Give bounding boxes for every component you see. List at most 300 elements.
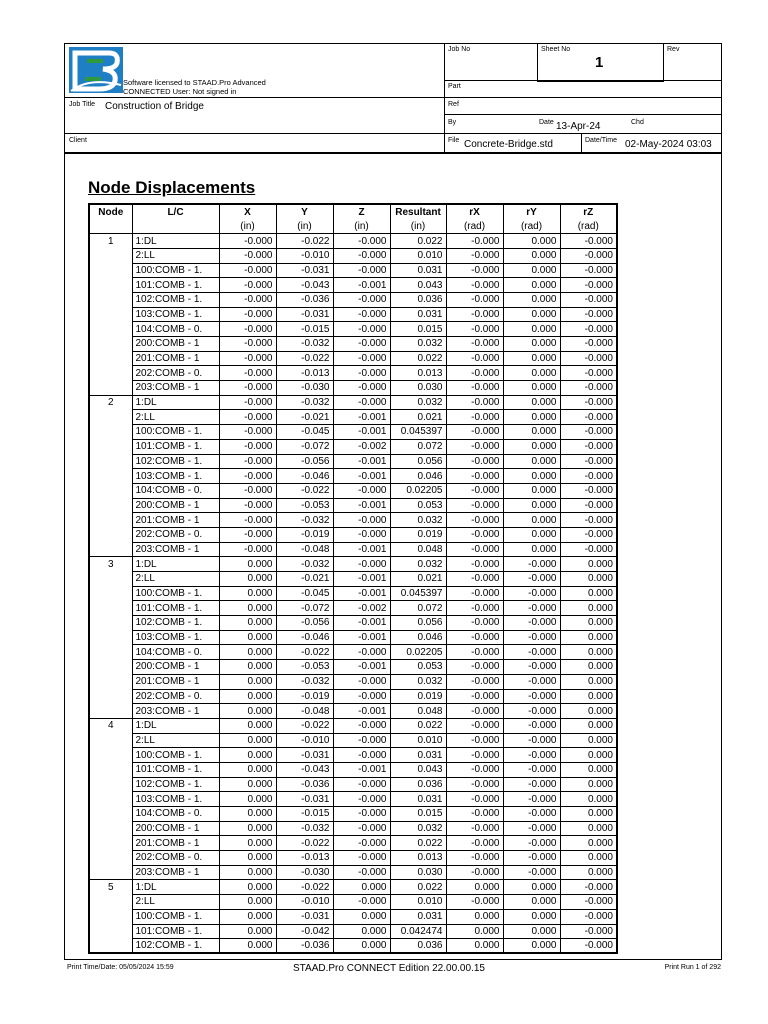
load-case-cell: 103:COMB - 1. [132,469,219,484]
table-row [89,366,617,381]
value-cell: -0.000 [446,616,503,631]
load-case-cell: 102:COMB - 1. [132,454,219,469]
value-cell: -0.000 [503,704,560,719]
value-cell: -0.000 [446,483,503,498]
client-label: Client [69,137,87,144]
value-cell: -0.000 [446,292,503,307]
value-cell: -0.000 [219,322,276,337]
load-case-cell: 101:COMB - 1. [132,278,219,293]
table-row [89,454,617,469]
node-cell [89,454,132,469]
column-header: Resultant [390,204,446,219]
value-cell: 0.036 [390,777,446,792]
value-cell: -0.000 [503,557,560,572]
table-row [89,924,617,939]
section-title: Node Displacements [88,178,256,197]
value-cell: -0.001 [333,425,390,440]
value-cell: -0.000 [333,351,390,366]
load-case-cell: 202:COMB - 0. [132,366,219,381]
value-cell: -0.013 [276,851,333,866]
node-cell [89,630,132,645]
node-cell [89,645,132,660]
value-cell: -0.000 [219,498,276,513]
value-cell: 0.000 [219,689,276,704]
value-cell: 0.022 [390,718,446,733]
value-cell: -0.000 [446,234,503,249]
value-cell: -0.000 [219,410,276,425]
value-cell: 0.000 [219,704,276,719]
value-cell: -0.032 [276,557,333,572]
value-cell: -0.000 [446,792,503,807]
load-case-cell: 101:COMB - 1. [132,601,219,616]
value-cell: -0.000 [446,674,503,689]
value-cell: -0.000 [446,366,503,381]
value-cell: -0.000 [446,807,503,822]
table-row [89,851,617,866]
value-cell: 0.000 [503,410,560,425]
value-cell: 0.072 [390,439,446,454]
value-cell: -0.000 [446,851,503,866]
value-cell: 0.000 [219,660,276,675]
value-cell: 0.053 [390,498,446,513]
value-cell: -0.032 [276,513,333,528]
value-cell: -0.001 [333,410,390,425]
value-cell: 0.000 [560,689,617,704]
column-unit [132,219,219,234]
value-cell: -0.000 [560,410,617,425]
table-row [89,792,617,807]
value-cell: -0.000 [333,322,390,337]
column-header: rZ [560,204,617,219]
date-label: Date [539,119,554,126]
value-cell: -0.000 [560,880,617,895]
value-cell: -0.000 [333,263,390,278]
load-case-cell: 201:COMB - 1 [132,513,219,528]
value-cell: -0.042 [276,924,333,939]
value-cell: -0.000 [503,718,560,733]
value-cell: -0.000 [446,248,503,263]
header-divider [444,44,445,154]
load-case-cell: 102:COMB - 1. [132,939,219,954]
value-cell: 0.072 [390,601,446,616]
value-cell: -0.000 [219,513,276,528]
table-row [89,439,617,454]
value-cell: -0.001 [333,660,390,675]
by-label: By [448,119,457,126]
value-cell: -0.000 [446,410,503,425]
value-cell: 0.000 [503,263,560,278]
table-row [89,322,617,337]
value-cell: 0.000 [503,924,560,939]
value-cell: -0.022 [276,483,333,498]
value-cell: -0.000 [219,292,276,307]
value-cell: -0.000 [503,777,560,792]
load-case-cell: 103:COMB - 1. [132,307,219,322]
value-cell: -0.000 [446,381,503,396]
value-cell: -0.019 [276,527,333,542]
column-unit [89,219,132,234]
value-cell: 0.056 [390,616,446,631]
value-cell: -0.001 [333,616,390,631]
value-cell: -0.032 [276,674,333,689]
value-cell: -0.021 [276,410,333,425]
value-cell: 0.031 [390,748,446,763]
header-divider [663,44,664,80]
load-case-cell: 103:COMB - 1. [132,792,219,807]
value-cell: -0.000 [503,733,560,748]
value-cell: -0.000 [503,689,560,704]
value-cell: -0.000 [219,469,276,484]
value-cell: -0.002 [333,601,390,616]
node-cell [89,263,132,278]
value-cell: 0.031 [390,792,446,807]
node-cell [89,542,132,557]
value-cell: -0.000 [333,234,390,249]
node-cell [89,586,132,601]
value-cell: 0.032 [390,395,446,410]
table-row [89,865,617,880]
value-cell: -0.001 [333,278,390,293]
table-row [89,630,617,645]
table-row [89,527,617,542]
value-cell: -0.000 [333,557,390,572]
load-case-cell: 100:COMB - 1. [132,263,219,278]
load-case-cell: 101:COMB - 1. [132,762,219,777]
value-cell: -0.056 [276,616,333,631]
value-cell: 0.043 [390,278,446,293]
load-case-cell: 1:DL [132,234,219,249]
value-cell: -0.000 [333,733,390,748]
value-cell: -0.000 [446,425,503,440]
load-case-cell: 200:COMB - 1 [132,821,219,836]
value-cell: -0.000 [446,351,503,366]
value-cell: 0.032 [390,513,446,528]
table-body [89,234,617,954]
value-cell: -0.001 [333,586,390,601]
value-cell: 0.030 [390,865,446,880]
load-case-cell: 104:COMB - 0. [132,645,219,660]
value-cell: 0.000 [560,807,617,822]
value-cell: -0.000 [446,513,503,528]
value-cell: -0.000 [560,513,617,528]
column-unit: (in) [219,219,276,234]
value-cell: -0.001 [333,498,390,513]
value-cell: -0.000 [503,762,560,777]
value-cell: -0.000 [560,939,617,954]
table-row [89,337,617,352]
value-cell: -0.000 [503,821,560,836]
value-cell: -0.000 [333,395,390,410]
value-cell: -0.000 [446,322,503,337]
value-cell: 0.000 [219,586,276,601]
value-cell: 0.000 [560,586,617,601]
value-cell: -0.022 [276,718,333,733]
value-cell: 0.031 [390,263,446,278]
value-cell: -0.021 [276,572,333,587]
value-cell: -0.000 [503,645,560,660]
value-cell: 0.010 [390,733,446,748]
node-cell [89,762,132,777]
licence-line-1: Software licensed to STAAD.Pro Advanced [123,78,266,87]
value-cell: -0.036 [276,777,333,792]
value-cell: -0.000 [446,895,503,910]
column-header: rX [446,204,503,219]
table-row [89,645,617,660]
column-header: L/C [132,204,219,219]
value-cell: -0.000 [219,542,276,557]
value-cell: -0.000 [333,865,390,880]
sheet-header [65,44,721,154]
load-case-cell: 101:COMB - 1. [132,924,219,939]
value-cell: -0.000 [560,924,617,939]
load-case-cell: 104:COMB - 0. [132,807,219,822]
value-cell: 0.000 [503,513,560,528]
value-cell: -0.000 [446,527,503,542]
value-cell: 0.031 [390,307,446,322]
date-value: 13-Apr-24 [556,121,601,132]
node-cell [89,572,132,587]
value-cell: -0.000 [446,748,503,763]
node-cell [89,292,132,307]
table-row [89,616,617,631]
table-row [89,351,617,366]
node-cell: 5 [89,880,132,895]
value-cell: -0.022 [276,880,333,895]
load-case-cell: 201:COMB - 1 [132,674,219,689]
value-cell: 0.000 [560,601,617,616]
value-cell: -0.000 [560,439,617,454]
value-cell: 0.000 [560,572,617,587]
value-cell: -0.000 [219,307,276,322]
value-cell: -0.001 [333,542,390,557]
load-case-cell: 100:COMB - 1. [132,909,219,924]
value-cell: 0.02205 [390,483,446,498]
value-cell: 0.000 [446,909,503,924]
value-cell: -0.000 [560,498,617,513]
header-divider [65,133,721,134]
value-cell: -0.000 [333,292,390,307]
value-cell: 0.000 [219,807,276,822]
table-row [89,748,617,763]
column-header: X [219,204,276,219]
value-cell: 0.000 [503,542,560,557]
node-cell [89,660,132,675]
value-cell: -0.000 [446,601,503,616]
load-case-cell: 102:COMB - 1. [132,616,219,631]
value-cell: -0.022 [276,645,333,660]
value-cell: -0.000 [219,527,276,542]
value-cell: 0.013 [390,366,446,381]
node-cell [89,939,132,954]
load-case-cell: 200:COMB - 1 [132,660,219,675]
column-unit: (in) [276,219,333,234]
value-cell: -0.000 [560,263,617,278]
value-cell: -0.022 [276,836,333,851]
node-cell [89,895,132,910]
value-cell: 0.000 [219,851,276,866]
node-cell [89,909,132,924]
value-cell: 0.056 [390,454,446,469]
column-unit: (rad) [446,219,503,234]
value-cell: -0.000 [446,395,503,410]
value-cell: 0.015 [390,322,446,337]
value-cell: 0.000 [503,939,560,954]
datetime-label: Date/Time [585,137,618,144]
load-case-cell: 1:DL [132,880,219,895]
node-cell: 2 [89,395,132,410]
column-unit: (in) [333,219,390,234]
value-cell: 0.000 [560,836,617,851]
value-cell: 0.032 [390,674,446,689]
value-cell: -0.031 [276,263,333,278]
load-case-cell: 100:COMB - 1. [132,748,219,763]
node-cell [89,924,132,939]
value-cell: -0.000 [560,483,617,498]
node-cell [89,278,132,293]
value-cell: 0.042474 [390,924,446,939]
value-cell: 0.000 [219,880,276,895]
value-cell: -0.000 [503,572,560,587]
value-cell: -0.000 [446,733,503,748]
value-cell: -0.072 [276,439,333,454]
column-header: Node [89,204,132,219]
value-cell: 0.000 [219,777,276,792]
value-cell: 0.000 [560,762,617,777]
node-cell [89,469,132,484]
value-cell: 0.000 [219,821,276,836]
table-row [89,469,617,484]
value-cell: 0.000 [560,645,617,660]
value-cell: 0.045397 [390,586,446,601]
node-cell [89,307,132,322]
value-cell: 0.000 [219,924,276,939]
table-row [89,513,617,528]
value-cell: -0.031 [276,748,333,763]
value-cell: -0.000 [503,792,560,807]
value-cell: -0.000 [333,366,390,381]
value-cell: -0.036 [276,292,333,307]
node-cell [89,513,132,528]
column-unit: (in) [390,219,446,234]
value-cell: 0.000 [503,454,560,469]
value-cell: 0.043 [390,762,446,777]
value-cell: 0.000 [560,674,617,689]
value-cell: 0.000 [219,630,276,645]
value-cell: 0.000 [219,718,276,733]
sheet-no-value: 1 [595,54,604,71]
header-divider [65,152,721,154]
staad-logo-icon [69,47,123,93]
value-cell: 0.000 [560,792,617,807]
job-title-value: Construction of Bridge [105,101,204,112]
file-value: Concrete-Bridge.std [464,139,553,150]
value-cell: -0.000 [333,248,390,263]
node-cell [89,704,132,719]
table-row [89,292,617,307]
table-row [89,425,617,440]
value-cell: -0.000 [503,630,560,645]
node-cell [89,366,132,381]
value-cell: -0.000 [560,395,617,410]
load-case-cell: 202:COMB - 0. [132,527,219,542]
value-cell: -0.000 [560,909,617,924]
value-cell: -0.000 [446,689,503,704]
value-cell: 0.013 [390,851,446,866]
node-cell [89,865,132,880]
load-case-cell: 1:DL [132,718,219,733]
table-row [89,762,617,777]
value-cell: -0.000 [219,425,276,440]
value-cell: 0.000 [219,748,276,763]
value-cell: -0.072 [276,601,333,616]
load-case-cell: 202:COMB - 0. [132,851,219,866]
print-time-date: Print Time/Date: 05/05/2024 15:59 [67,964,174,971]
value-cell: 0.019 [390,689,446,704]
value-cell: 0.000 [503,909,560,924]
value-cell: 0.000 [560,704,617,719]
value-cell: -0.022 [276,234,333,249]
value-cell: -0.000 [560,351,617,366]
node-cell [89,807,132,822]
chd-label: Chd [631,119,644,126]
value-cell: -0.000 [446,821,503,836]
value-cell: -0.000 [446,865,503,880]
value-cell: -0.045 [276,586,333,601]
load-case-cell: 2:LL [132,248,219,263]
value-cell: 0.000 [219,645,276,660]
load-case-cell: 102:COMB - 1. [132,292,219,307]
value-cell: -0.000 [333,307,390,322]
value-cell: -0.056 [276,454,333,469]
value-cell: 0.048 [390,542,446,557]
table-row [89,704,617,719]
value-cell: -0.000 [560,381,617,396]
value-cell: 0.046 [390,469,446,484]
table-row [89,395,617,410]
value-cell: -0.000 [503,807,560,822]
value-cell: 0.000 [503,395,560,410]
value-cell: 0.000 [219,762,276,777]
load-case-cell: 202:COMB - 0. [132,689,219,704]
table-row [89,733,617,748]
value-cell: -0.000 [219,395,276,410]
file-label: File [448,137,460,144]
value-cell: 0.053 [390,660,446,675]
value-cell: 0.032 [390,821,446,836]
load-case-cell: 103:COMB - 1. [132,630,219,645]
value-cell: 0.000 [503,351,560,366]
node-cell [89,425,132,440]
value-cell: -0.013 [276,366,333,381]
value-cell: -0.000 [219,439,276,454]
value-cell: -0.000 [333,674,390,689]
load-case-cell: 201:COMB - 1 [132,836,219,851]
value-cell: -0.048 [276,704,333,719]
table-row [89,542,617,557]
table-row [89,880,617,895]
value-cell: -0.000 [503,865,560,880]
value-cell: 0.000 [333,939,390,954]
value-cell: -0.000 [219,234,276,249]
value-cell: 0.000 [503,278,560,293]
value-cell: -0.001 [333,469,390,484]
node-cell [89,248,132,263]
node-cell [89,483,132,498]
load-case-cell: 2:LL [132,895,219,910]
table-row [89,939,617,954]
value-cell: 0.000 [560,660,617,675]
value-cell: 0.022 [390,351,446,366]
